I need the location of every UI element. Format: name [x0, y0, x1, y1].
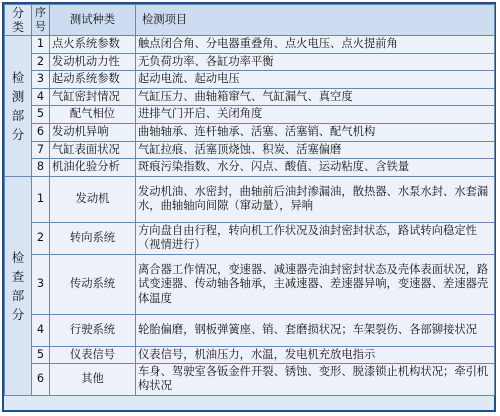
- detect-row-6-type: 发动机异响: [50, 123, 136, 141]
- inspect-row-1-items: 发动机油、水密封，曲轴前后油封渗漏油，散热器、水泵水封、水套漏水，曲轴轴向间隙（窜动量），异响: [136, 176, 495, 222]
- table-row: [5, 254, 495, 314]
- section-inspect-label-text: 检查部分: [11, 249, 25, 322]
- inspect-row-2-type: 转向系统: [50, 222, 136, 254]
- detect-row-1-items: 触点闭合角、分电器重叠角、点火电压、点火提前角: [136, 36, 495, 54]
- detect-row-3-items: 起动电流、起动电压: [136, 71, 495, 89]
- detect-row-5-items: 进排气门开启、关闭角度: [136, 106, 495, 124]
- inspect-row-6-items: 车身、驾驶室各钣金件开裂、锈蚀、变形、脱漆锁止机构状况；牵引机构状况: [136, 363, 495, 395]
- detect-row-2-items: 无负荷功率、各缸功率平衡: [136, 53, 495, 71]
- table-row: [5, 53, 495, 71]
- table-row: [5, 314, 495, 346]
- detect-row-4-type: 气缸密封情况: [50, 88, 136, 106]
- table-row: [5, 88, 495, 106]
- table-row: [5, 141, 495, 159]
- section-inspect-label: [5, 176, 32, 395]
- table-row: [5, 159, 495, 177]
- inspect-row-1-no: 1: [32, 176, 50, 222]
- header-category: [5, 5, 32, 36]
- table-row: [5, 222, 495, 254]
- header-category-text: 分类: [11, 6, 24, 34]
- inspect-row-4-items: 轮胎偏磨，钢板弹簧座、销、套磨损状况；车架裂伤、各部铆接状况: [136, 314, 495, 346]
- inspect-row-5-items: 仪表信号，机油压力，水温，发电机充放电指示: [136, 346, 495, 363]
- inspect-row-4-type: 行驶系统: [50, 314, 136, 346]
- section-detect-label: [5, 36, 32, 177]
- table-row: [5, 123, 495, 141]
- header-test-items: 检测项目: [136, 5, 495, 36]
- inspection-table-frame: [2, 2, 496, 412]
- detect-row-8-no: 8: [32, 159, 50, 177]
- detect-row-8-type: 机油化验分析: [50, 159, 136, 177]
- inspect-row-6-no: 6: [32, 363, 50, 395]
- section-detect-label-text: 检测部分: [11, 69, 25, 142]
- table-row: [5, 36, 495, 54]
- detect-row-2-type: 发动机动力性: [50, 53, 136, 71]
- detect-row-3-no: 3: [32, 71, 50, 89]
- inspect-row-6-type: 其他: [50, 363, 136, 395]
- table-row: [5, 363, 495, 395]
- detect-row-6-items: 曲轴轴承、连杆轴承、活塞、活塞销、配气机构: [136, 123, 495, 141]
- inspect-row-2-items: 方向盘自由行程，转向机工作状况及油封密封状态，路试转向稳定性（视情进行）: [136, 222, 495, 254]
- detect-row-4-no: 4: [32, 88, 50, 106]
- header-number: [32, 5, 50, 36]
- detect-row-7-no: 7: [32, 141, 50, 159]
- inspection-table: [4, 4, 495, 396]
- detect-row-5-no: 5: [32, 106, 50, 124]
- detect-row-2-no: 2: [32, 53, 50, 71]
- table-row: [5, 346, 495, 363]
- inspect-row-4-no: 4: [32, 314, 50, 346]
- inspect-row-5-type: 仪表信号: [50, 346, 136, 363]
- header-test-type: 测试种类: [50, 5, 136, 36]
- header-number-text: 序号: [35, 6, 46, 33]
- table-row: [5, 106, 495, 124]
- inspect-row-1-type: 发动机: [50, 176, 136, 222]
- detect-row-7-type: 气缸表面状况: [50, 141, 136, 159]
- inspect-row-3-no: 3: [32, 254, 50, 314]
- inspect-row-3-type: 传动系统: [50, 254, 136, 314]
- detect-row-1-type: 点火系统参数: [50, 36, 136, 54]
- table-header-row: [5, 5, 495, 36]
- inspect-row-3-items: 离合器工作情况，变速器、减速器壳油封密封状态及壳体表面状况，路试变速器、传动轴各轴承，主减速器、差速器异响，变速器、差速器壳体温度: [136, 254, 495, 314]
- table-row: [5, 176, 495, 222]
- inspect-row-2-no: 2: [32, 222, 50, 254]
- detect-row-3-type: 起动系统参数: [50, 71, 136, 89]
- detect-row-6-no: 6: [32, 123, 50, 141]
- detect-row-5-type: 配气相位: [50, 106, 136, 124]
- inspect-row-5-no: 5: [32, 346, 50, 363]
- detect-row-8-items: 斑痕污染指数、水分、闪点、酸值、运动粘度、含铁量: [136, 159, 495, 177]
- table-row: [5, 71, 495, 89]
- detect-row-4-items: 气缸压力、曲轴箱窜气、气缸漏气、真空度: [136, 88, 495, 106]
- detect-row-7-items: 气缸拉痕、活塞顶烧蚀、积炭、活塞偏磨: [136, 141, 495, 159]
- detect-row-1-no: 1: [32, 36, 50, 54]
